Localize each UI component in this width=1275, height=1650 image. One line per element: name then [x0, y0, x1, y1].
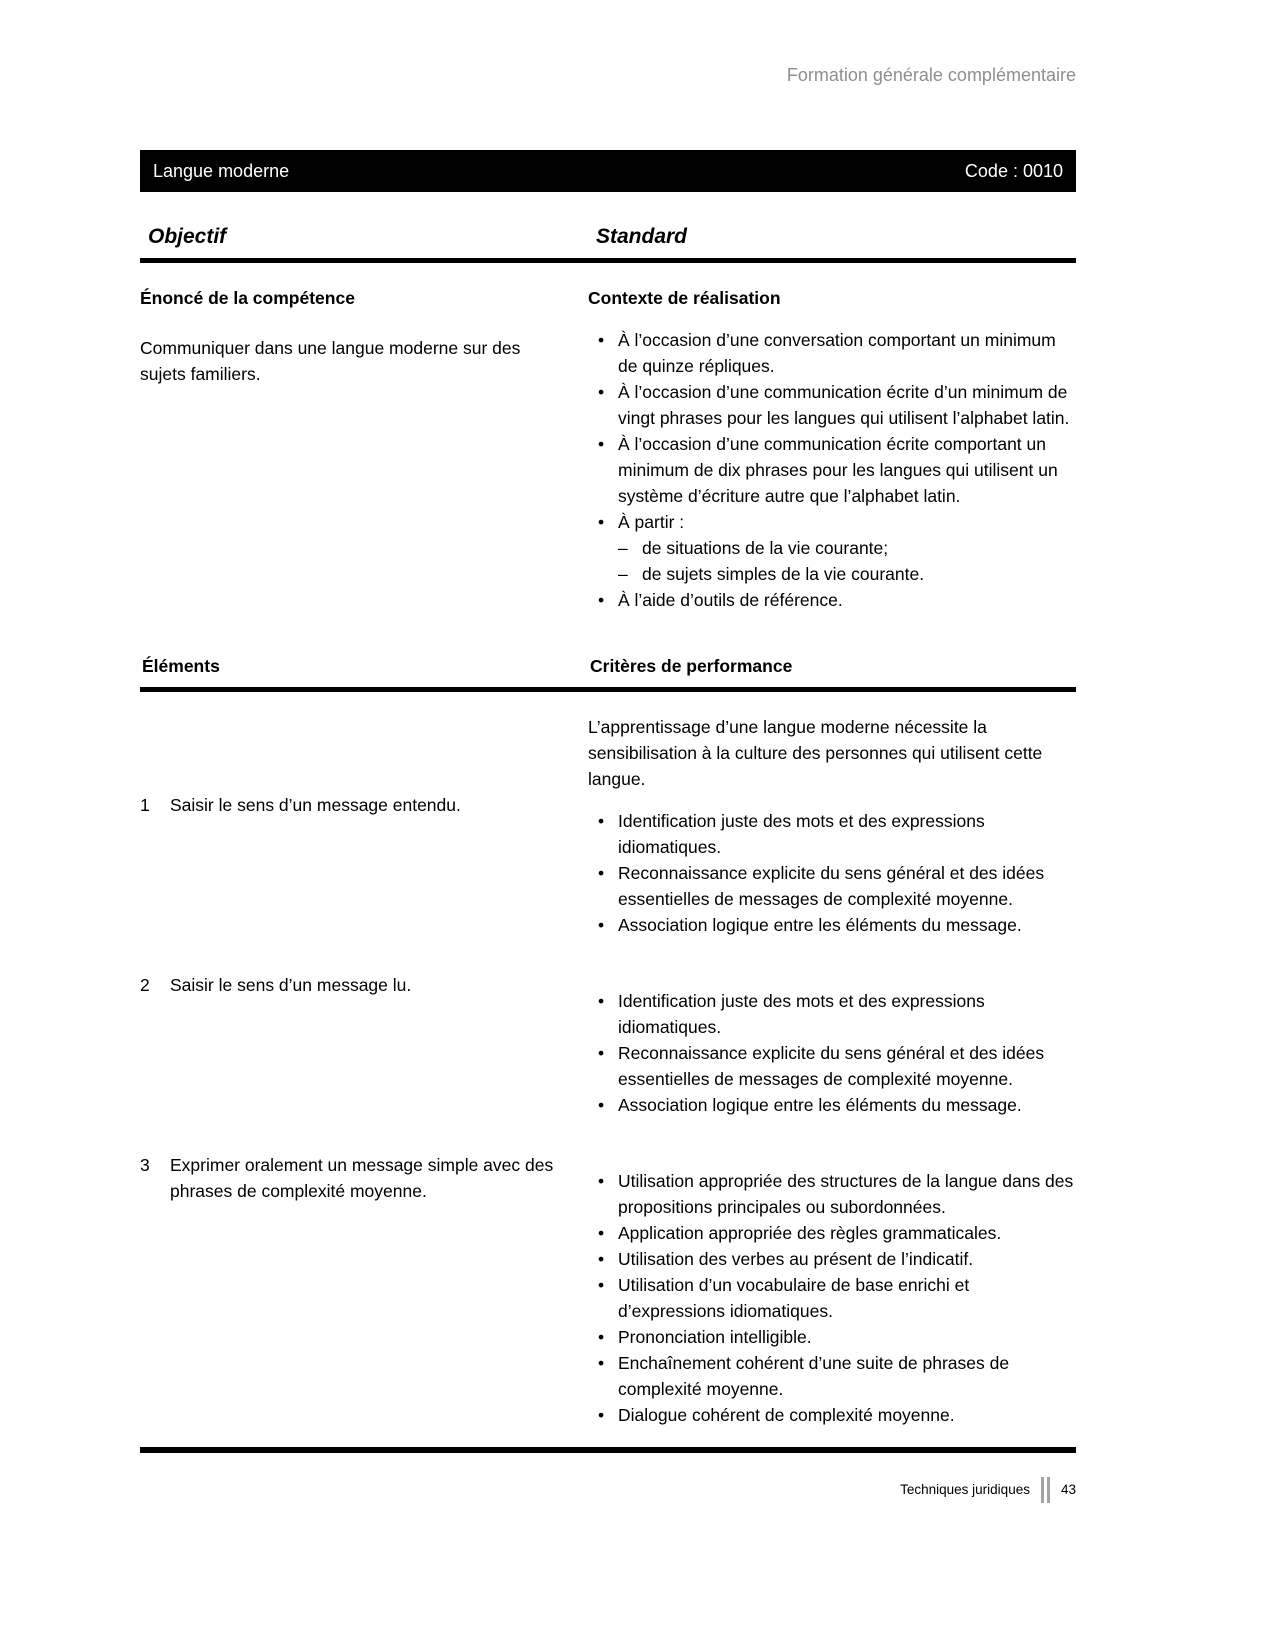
criteres-heading: Critères de performance	[590, 656, 793, 676]
section-divider	[140, 258, 1076, 263]
enonce-heading: Énoncé de la compétence	[140, 288, 355, 308]
criteria-item: • Identification juste des mots et des expressions idiomatiques.	[588, 988, 1076, 1040]
element-row	[140, 972, 1076, 1118]
element-text: Saisir le sens d’un message lu.	[170, 975, 412, 995]
context-bullet-text: À partir :	[618, 512, 685, 532]
contexte-cell	[588, 285, 1076, 613]
objectif-column-header	[140, 224, 588, 250]
standard-heading: Standard	[596, 225, 688, 248]
context-bullet: • À l’occasion d’une conversation comportant un minimum de quinze répliques.	[588, 327, 1076, 379]
page-content	[140, 0, 1076, 1428]
table-headers	[140, 653, 1076, 679]
criteres-column-header	[588, 653, 1076, 679]
context-sub-bullet-list	[618, 535, 1076, 587]
standard-column-header	[588, 224, 1076, 250]
elements-heading: Éléments	[142, 656, 220, 676]
element-cell	[140, 1152, 588, 1428]
criteria-item: • Reconnaissance explicite du sens général et des idées essentielles de messages de complexité moyenne.	[588, 1040, 1076, 1092]
criteria-item: • Enchaînement cohérent d’une suite de phrases de complexité moyenne.	[588, 1350, 1076, 1402]
footer-rule	[140, 1447, 1076, 1453]
criteria-item: • Utilisation appropriée des structures de la langue dans des propositions principales ou subordonnées.	[588, 1168, 1076, 1220]
criteria-cell	[588, 972, 1076, 1118]
context-bullet	[588, 509, 1076, 587]
context-sub-bullet: – de sujets simples de la vie courante.	[618, 561, 1076, 587]
competence-section	[140, 285, 1076, 613]
element-number: 3	[140, 1155, 150, 1175]
criteria-item: • Association logique entre les éléments du message.	[588, 912, 1076, 938]
page-footer	[140, 1477, 1076, 1503]
enonce-text: Communiquer dans une langue moderne sur des sujets familiers.	[140, 338, 521, 384]
context-bullet: • À l’aide d’outils de référence.	[588, 587, 1076, 613]
criteria-item: • Identification juste des mots et des expressions idiomatiques.	[588, 808, 1076, 860]
criteria-item: • Utilisation des verbes au présent de l’indicatif.	[588, 1246, 1076, 1272]
element-row	[140, 1152, 1076, 1428]
criteria-item: • Association logique entre les éléments du message.	[588, 1092, 1076, 1118]
course-title: Langue moderne	[153, 161, 290, 181]
criteria-cell	[588, 714, 1076, 938]
contexte-heading: Contexte de réalisation	[588, 288, 781, 308]
performance-intro: L’apprentissage d’une langue moderne nécessite la sensibilisation à la culture des personnes qui utilisent cette langue.	[588, 717, 1043, 789]
element-row	[140, 714, 1076, 938]
element-text: Saisir le sens d’un message entendu.	[170, 795, 461, 815]
criteria-list	[588, 808, 1076, 938]
criteria-list	[588, 988, 1076, 1118]
context-bullet: • À l’occasion d’une communication écrite d’un minimum de vingt phrases pour les langues qui utilisent l’alphabet latin.	[588, 379, 1076, 431]
page-number: 43	[1060, 1482, 1076, 1497]
criteria-item: • Reconnaissance explicite du sens général et des idées essentielles de messages de complexité moyenne.	[588, 860, 1076, 912]
element-cell	[140, 972, 588, 1118]
criteria-item: • Utilisation d’un vocabulaire de base enrichi et d’expressions idiomatiques.	[588, 1272, 1076, 1324]
criteria-list	[588, 1168, 1076, 1428]
title-bar	[140, 150, 1076, 192]
criteria-item: • Prononciation intelligible.	[588, 1324, 1076, 1350]
context-bullet-list	[588, 327, 1076, 613]
course-code: Code : 0010	[964, 161, 1063, 181]
table-divider	[140, 687, 1076, 692]
element-number: 2	[140, 975, 150, 995]
context-sub-bullet: – de situations de la vie courante;	[618, 535, 1076, 561]
element-number: 1	[140, 795, 150, 815]
elements-column-header	[140, 653, 588, 679]
objectif-heading: Objectif	[148, 225, 227, 248]
criteria-item: • Application appropriée des règles grammaticales.	[588, 1220, 1076, 1246]
footer-separator	[1041, 1477, 1050, 1503]
section-headers	[140, 224, 1076, 250]
enonce-cell	[140, 285, 588, 613]
element-cell	[140, 714, 588, 938]
context-bullet: • À l’occasion d’une communication écrite comportant un minimum de dix phrases pour les langues qui utilisent un système d’écriture autre que l’alphabet latin.	[588, 431, 1076, 509]
running-header: Formation générale complémentaire	[786, 65, 1076, 85]
criteria-cell	[588, 1152, 1076, 1428]
criteria-item: • Dialogue cohérent de complexité moyenne.	[588, 1402, 1076, 1428]
footer-label: Techniques juridiques	[900, 1482, 1030, 1497]
element-text: Exprimer oralement un message simple avec des phrases de complexité moyenne.	[170, 1155, 554, 1201]
